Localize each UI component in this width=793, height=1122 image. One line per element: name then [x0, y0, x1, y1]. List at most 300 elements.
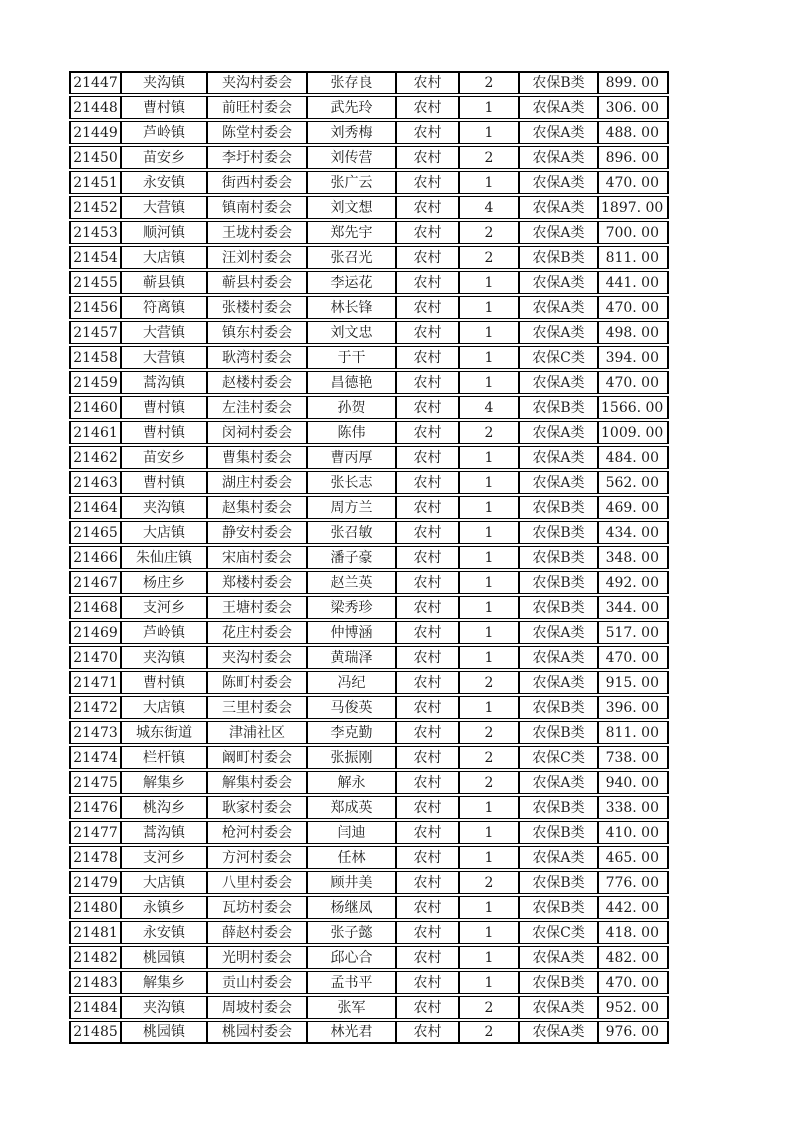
cell-village-committee: 曹集村委会	[207, 446, 307, 469]
cell-insurance-type: 农保A类	[519, 171, 598, 194]
cell-insurance-type: 农保A类	[519, 446, 598, 469]
table-row	[69, 696, 669, 719]
table-row	[69, 646, 669, 669]
cell-person-count: 2	[459, 246, 519, 269]
cell-record-id: 21457	[69, 321, 121, 344]
cell-amount: 470. 00	[598, 296, 669, 319]
cell-amount: 700. 00	[598, 221, 669, 244]
cell-record-id: 21449	[69, 121, 121, 144]
cell-insurance-type: 农保A类	[519, 371, 598, 394]
cell-insurance-type: 农保B类	[519, 71, 598, 94]
table-row	[69, 796, 669, 819]
cell-person-count: 2	[459, 746, 519, 769]
cell-amount: 442. 00	[598, 896, 669, 919]
cell-person-name: 顾井美	[307, 871, 396, 894]
cell-insurance-type: 农保A类	[519, 321, 598, 344]
cell-person-count: 1	[459, 546, 519, 569]
cell-record-id: 21466	[69, 546, 121, 569]
cell-town: 夹沟镇	[121, 646, 207, 669]
cell-amount: 976. 00	[598, 1021, 669, 1044]
table-row	[69, 671, 669, 694]
table-row	[69, 71, 669, 94]
cell-person-name: 张子懿	[307, 921, 396, 944]
cell-record-id: 21452	[69, 196, 121, 219]
table-row	[69, 921, 669, 944]
cell-amount: 915. 00	[598, 671, 669, 694]
cell-village-committee: 薛赵村委会	[207, 921, 307, 944]
cell-record-id: 21469	[69, 621, 121, 644]
cell-person-count: 1	[459, 121, 519, 144]
cell-person-count: 2	[459, 671, 519, 694]
cell-residence-category: 农村	[396, 271, 459, 294]
cell-village-committee: 静安村委会	[207, 521, 307, 544]
cell-insurance-type: 农保A类	[519, 946, 598, 969]
cell-record-id: 21478	[69, 846, 121, 869]
cell-amount: 470. 00	[598, 971, 669, 994]
cell-record-id: 21476	[69, 796, 121, 819]
cell-village-committee: 八里村委会	[207, 871, 307, 894]
cell-village-committee: 前旺村委会	[207, 96, 307, 119]
cell-person-name: 刘传营	[307, 146, 396, 169]
cell-amount: 488. 00	[598, 121, 669, 144]
cell-amount: 940. 00	[598, 771, 669, 794]
cell-person-count: 1	[459, 946, 519, 969]
cell-residence-category: 农村	[396, 146, 459, 169]
cell-person-count: 1	[459, 921, 519, 944]
cell-town: 大店镇	[121, 521, 207, 544]
cell-amount: 517. 00	[598, 621, 669, 644]
cell-amount: 1009. 00	[598, 421, 669, 444]
cell-amount: 811. 00	[598, 721, 669, 744]
cell-village-committee: 湖庄村委会	[207, 471, 307, 494]
table-row	[69, 721, 669, 744]
cell-person-count: 2	[459, 146, 519, 169]
cell-town: 支河乡	[121, 846, 207, 869]
table-row	[69, 196, 669, 219]
cell-town: 大营镇	[121, 321, 207, 344]
cell-town: 杨庄乡	[121, 571, 207, 594]
cell-person-name: 李克勤	[307, 721, 396, 744]
cell-person-count: 1	[459, 371, 519, 394]
cell-insurance-type: 农保A类	[519, 121, 598, 144]
cell-person-name: 孙贺	[307, 396, 396, 419]
cell-residence-category: 农村	[396, 421, 459, 444]
cell-residence-category: 农村	[396, 921, 459, 944]
cell-amount: 896. 00	[598, 146, 669, 169]
cell-record-id: 21482	[69, 946, 121, 969]
cell-record-id: 21454	[69, 246, 121, 269]
cell-person-count: 1	[459, 846, 519, 869]
cell-residence-category: 农村	[396, 871, 459, 894]
table-row	[69, 621, 669, 644]
cell-town: 夹沟镇	[121, 71, 207, 94]
cell-record-id: 21453	[69, 221, 121, 244]
cell-record-id: 21456	[69, 296, 121, 319]
cell-insurance-type: 农保B类	[519, 796, 598, 819]
cell-record-id: 21468	[69, 596, 121, 619]
cell-person-name: 张振刚	[307, 746, 396, 769]
cell-person-count: 1	[459, 271, 519, 294]
cell-amount: 469. 00	[598, 496, 669, 519]
cell-town: 桃园镇	[121, 946, 207, 969]
table-row	[69, 446, 669, 469]
cell-village-committee: 解集村委会	[207, 771, 307, 794]
cell-person-name: 张召敏	[307, 521, 396, 544]
cell-person-count: 1	[459, 171, 519, 194]
cell-person-count: 1	[459, 821, 519, 844]
table-row	[69, 1021, 669, 1044]
table-row	[69, 371, 669, 394]
cell-insurance-type: 农保A类	[519, 96, 598, 119]
cell-residence-category: 农村	[396, 596, 459, 619]
cell-insurance-type: 农保B类	[519, 821, 598, 844]
cell-town: 大营镇	[121, 346, 207, 369]
cell-village-committee: 阚町村委会	[207, 746, 307, 769]
cell-record-id: 21470	[69, 646, 121, 669]
cell-town: 曹村镇	[121, 96, 207, 119]
cell-village-committee: 街西村委会	[207, 171, 307, 194]
cell-person-name: 张广云	[307, 171, 396, 194]
table-row	[69, 346, 669, 369]
cell-person-name: 于干	[307, 346, 396, 369]
cell-residence-category: 农村	[396, 546, 459, 569]
cell-record-id: 21481	[69, 921, 121, 944]
cell-amount: 306. 00	[598, 96, 669, 119]
cell-insurance-type: 农保B类	[519, 521, 598, 544]
cell-village-committee: 桃园村委会	[207, 1021, 307, 1044]
cell-residence-category: 农村	[396, 696, 459, 719]
cell-record-id: 21475	[69, 771, 121, 794]
cell-town: 曹村镇	[121, 396, 207, 419]
table-row	[69, 146, 669, 169]
cell-record-id: 21477	[69, 821, 121, 844]
cell-amount: 410. 00	[598, 821, 669, 844]
cell-amount: 470. 00	[598, 371, 669, 394]
cell-record-id: 21450	[69, 146, 121, 169]
cell-insurance-type: 农保C类	[519, 921, 598, 944]
cell-town: 夹沟镇	[121, 996, 207, 1019]
cell-village-committee: 蕲县村委会	[207, 271, 307, 294]
table-row	[69, 271, 669, 294]
cell-person-name: 梁秀珍	[307, 596, 396, 619]
cell-residence-category: 农村	[396, 1021, 459, 1044]
cell-residence-category: 农村	[396, 246, 459, 269]
cell-amount: 482. 00	[598, 946, 669, 969]
cell-village-committee: 光明村委会	[207, 946, 307, 969]
cell-residence-category: 农村	[396, 71, 459, 94]
cell-village-committee: 郑楼村委会	[207, 571, 307, 594]
cell-record-id: 21484	[69, 996, 121, 1019]
cell-village-committee: 汪刘村委会	[207, 246, 307, 269]
cell-residence-category: 农村	[396, 996, 459, 1019]
cell-village-committee: 贡山村委会	[207, 971, 307, 994]
cell-record-id: 21479	[69, 871, 121, 894]
table-row	[69, 821, 669, 844]
cell-person-count: 1	[459, 796, 519, 819]
cell-person-count: 1	[459, 621, 519, 644]
cell-insurance-type: 农保B类	[519, 496, 598, 519]
cell-insurance-type: 农保B类	[519, 696, 598, 719]
cell-record-id: 21455	[69, 271, 121, 294]
cell-person-name: 昌德艳	[307, 371, 396, 394]
cell-person-name: 张长志	[307, 471, 396, 494]
table-row	[69, 946, 669, 969]
cell-town: 夹沟镇	[121, 496, 207, 519]
cell-residence-category: 农村	[396, 221, 459, 244]
table-row	[69, 246, 669, 269]
cell-residence-category: 农村	[396, 571, 459, 594]
cell-record-id: 21447	[69, 71, 121, 94]
cell-town: 解集乡	[121, 771, 207, 794]
cell-insurance-type: 农保A类	[519, 1021, 598, 1044]
cell-person-count: 1	[459, 96, 519, 119]
cell-town: 曹村镇	[121, 421, 207, 444]
cell-amount: 441. 00	[598, 271, 669, 294]
cell-residence-category: 农村	[396, 346, 459, 369]
cell-person-count: 1	[459, 496, 519, 519]
cell-person-count: 1	[459, 571, 519, 594]
cell-person-name: 武先玲	[307, 96, 396, 119]
cell-insurance-type: 农保B类	[519, 896, 598, 919]
cell-person-count: 2	[459, 71, 519, 94]
cell-record-id: 21461	[69, 421, 121, 444]
cell-residence-category: 农村	[396, 846, 459, 869]
cell-insurance-type: 农保A类	[519, 296, 598, 319]
cell-village-committee: 陈町村委会	[207, 671, 307, 694]
cell-person-count: 2	[459, 1021, 519, 1044]
table-row	[69, 321, 669, 344]
cell-person-count: 2	[459, 221, 519, 244]
cell-village-committee: 左洼村委会	[207, 396, 307, 419]
cell-insurance-type: 农保B类	[519, 721, 598, 744]
cell-residence-category: 农村	[396, 371, 459, 394]
cell-person-name: 马俊英	[307, 696, 396, 719]
cell-record-id: 21462	[69, 446, 121, 469]
cell-town: 曹村镇	[121, 471, 207, 494]
cell-town: 芦岭镇	[121, 621, 207, 644]
cell-town: 顺河镇	[121, 221, 207, 244]
table-row	[69, 871, 669, 894]
cell-amount: 434. 00	[598, 521, 669, 544]
cell-village-committee: 方河村委会	[207, 846, 307, 869]
cell-residence-category: 农村	[396, 771, 459, 794]
cell-amount: 498. 00	[598, 321, 669, 344]
cell-person-count: 1	[459, 521, 519, 544]
cell-village-committee: 津浦社区	[207, 721, 307, 744]
cell-amount: 776. 00	[598, 871, 669, 894]
table-row	[69, 421, 669, 444]
cell-person-count: 1	[459, 446, 519, 469]
cell-record-id: 21483	[69, 971, 121, 994]
cell-town: 符离镇	[121, 296, 207, 319]
cell-residence-category: 农村	[396, 946, 459, 969]
cell-person-count: 1	[459, 971, 519, 994]
cell-village-committee: 王垅村委会	[207, 221, 307, 244]
table-row	[69, 746, 669, 769]
cell-record-id: 21474	[69, 746, 121, 769]
cell-amount: 338. 00	[598, 796, 669, 819]
cell-town: 大店镇	[121, 696, 207, 719]
cell-person-name: 周方兰	[307, 496, 396, 519]
cell-person-count: 1	[459, 321, 519, 344]
cell-residence-category: 农村	[396, 796, 459, 819]
table-row	[69, 396, 669, 419]
cell-person-name: 邱心合	[307, 946, 396, 969]
cell-person-count: 2	[459, 421, 519, 444]
table-row	[69, 496, 669, 519]
cell-insurance-type: 农保A类	[519, 621, 598, 644]
cell-amount: 484. 00	[598, 446, 669, 469]
cell-town: 桃园镇	[121, 1021, 207, 1044]
cell-insurance-type: 农保B类	[519, 571, 598, 594]
cell-amount: 562. 00	[598, 471, 669, 494]
cell-village-committee: 夹沟村委会	[207, 646, 307, 669]
cell-town: 永镇乡	[121, 896, 207, 919]
cell-person-name: 张军	[307, 996, 396, 1019]
cell-insurance-type: 农保B类	[519, 546, 598, 569]
cell-village-committee: 夹沟村委会	[207, 71, 307, 94]
cell-town: 蕲县镇	[121, 271, 207, 294]
cell-insurance-type: 农保A类	[519, 771, 598, 794]
cell-town: 苗安乡	[121, 446, 207, 469]
cell-town: 城东街道	[121, 721, 207, 744]
cell-insurance-type: 农保B类	[519, 396, 598, 419]
cell-record-id: 21480	[69, 896, 121, 919]
cell-town: 永安镇	[121, 921, 207, 944]
cell-residence-category: 农村	[396, 496, 459, 519]
cell-village-committee: 瓦坊村委会	[207, 896, 307, 919]
cell-town: 芦岭镇	[121, 121, 207, 144]
cell-person-name: 孟书平	[307, 971, 396, 994]
table-row	[69, 546, 669, 569]
cell-town: 蒿沟镇	[121, 821, 207, 844]
cell-insurance-type: 农保C类	[519, 346, 598, 369]
cell-person-count: 2	[459, 871, 519, 894]
cell-amount: 465. 00	[598, 846, 669, 869]
cell-village-committee: 镇南村委会	[207, 196, 307, 219]
cell-record-id: 21465	[69, 521, 121, 544]
cell-record-id: 21451	[69, 171, 121, 194]
cell-amount: 1897. 00	[598, 196, 669, 219]
cell-residence-category: 农村	[396, 396, 459, 419]
cell-residence-category: 农村	[396, 121, 459, 144]
cell-village-committee: 李圩村委会	[207, 146, 307, 169]
cell-village-committee: 陈堂村委会	[207, 121, 307, 144]
cell-town: 支河乡	[121, 596, 207, 619]
cell-village-committee: 赵集村委会	[207, 496, 307, 519]
records-table-body	[69, 71, 669, 1044]
cell-person-count: 1	[459, 296, 519, 319]
cell-residence-category: 农村	[396, 821, 459, 844]
cell-residence-category: 农村	[396, 521, 459, 544]
cell-person-name: 李运花	[307, 271, 396, 294]
cell-amount: 811. 00	[598, 246, 669, 269]
cell-residence-category: 农村	[396, 471, 459, 494]
cell-town: 曹村镇	[121, 671, 207, 694]
cell-residence-category: 农村	[396, 96, 459, 119]
cell-record-id: 21473	[69, 721, 121, 744]
cell-person-count: 4	[459, 196, 519, 219]
cell-town: 蒿沟镇	[121, 371, 207, 394]
cell-village-committee: 镇东村委会	[207, 321, 307, 344]
table-row	[69, 571, 669, 594]
cell-village-committee: 三里村委会	[207, 696, 307, 719]
cell-amount: 418. 00	[598, 921, 669, 944]
cell-residence-category: 农村	[396, 646, 459, 669]
cell-person-name: 解永	[307, 771, 396, 794]
cell-village-committee: 枪河村委会	[207, 821, 307, 844]
cell-town: 解集乡	[121, 971, 207, 994]
cell-village-committee: 周坡村委会	[207, 996, 307, 1019]
cell-town: 大营镇	[121, 196, 207, 219]
cell-insurance-type: 农保A类	[519, 146, 598, 169]
cell-record-id: 21472	[69, 696, 121, 719]
table-row	[69, 296, 669, 319]
cell-insurance-type: 农保C类	[519, 746, 598, 769]
cell-person-count: 1	[459, 471, 519, 494]
table-row	[69, 521, 669, 544]
cell-person-name: 闫迪	[307, 821, 396, 844]
cell-person-name: 郑成英	[307, 796, 396, 819]
table-row	[69, 171, 669, 194]
cell-insurance-type: 农保A类	[519, 671, 598, 694]
cell-person-count: 2	[459, 996, 519, 1019]
cell-amount: 738. 00	[598, 746, 669, 769]
cell-residence-category: 农村	[396, 746, 459, 769]
table-row	[69, 996, 669, 1019]
cell-amount: 1566. 00	[598, 396, 669, 419]
cell-insurance-type: 农保A类	[519, 471, 598, 494]
cell-person-name: 仲博涵	[307, 621, 396, 644]
cell-person-name: 曹丙厚	[307, 446, 396, 469]
cell-residence-category: 农村	[396, 446, 459, 469]
cell-residence-category: 农村	[396, 671, 459, 694]
cell-insurance-type: 农保B类	[519, 596, 598, 619]
cell-person-name: 郑先宇	[307, 221, 396, 244]
cell-record-id: 21459	[69, 371, 121, 394]
cell-record-id: 21471	[69, 671, 121, 694]
cell-town: 朱仙庄镇	[121, 546, 207, 569]
cell-residence-category: 农村	[396, 721, 459, 744]
cell-record-id: 21464	[69, 496, 121, 519]
cell-village-committee: 王塘村委会	[207, 596, 307, 619]
table-row	[69, 471, 669, 494]
cell-person-count: 2	[459, 721, 519, 744]
cell-village-committee: 赵楼村委会	[207, 371, 307, 394]
cell-person-name: 冯纪	[307, 671, 396, 694]
table-row	[69, 896, 669, 919]
cell-person-count: 1	[459, 646, 519, 669]
cell-record-id: 21485	[69, 1021, 121, 1044]
cell-amount: 899. 00	[598, 71, 669, 94]
cell-insurance-type: 农保B类	[519, 246, 598, 269]
cell-residence-category: 农村	[396, 621, 459, 644]
cell-town: 永安镇	[121, 171, 207, 194]
cell-person-name: 陈伟	[307, 421, 396, 444]
cell-person-count: 1	[459, 696, 519, 719]
cell-person-name: 张召光	[307, 246, 396, 269]
cell-record-id: 21463	[69, 471, 121, 494]
cell-insurance-type: 农保B类	[519, 971, 598, 994]
cell-residence-category: 农村	[396, 321, 459, 344]
cell-town: 苗安乡	[121, 146, 207, 169]
cell-person-count: 1	[459, 896, 519, 919]
cell-person-name: 林长锋	[307, 296, 396, 319]
table-row	[69, 846, 669, 869]
cell-insurance-type: 农保B类	[519, 871, 598, 894]
table-row	[69, 221, 669, 244]
cell-person-name: 刘文想	[307, 196, 396, 219]
